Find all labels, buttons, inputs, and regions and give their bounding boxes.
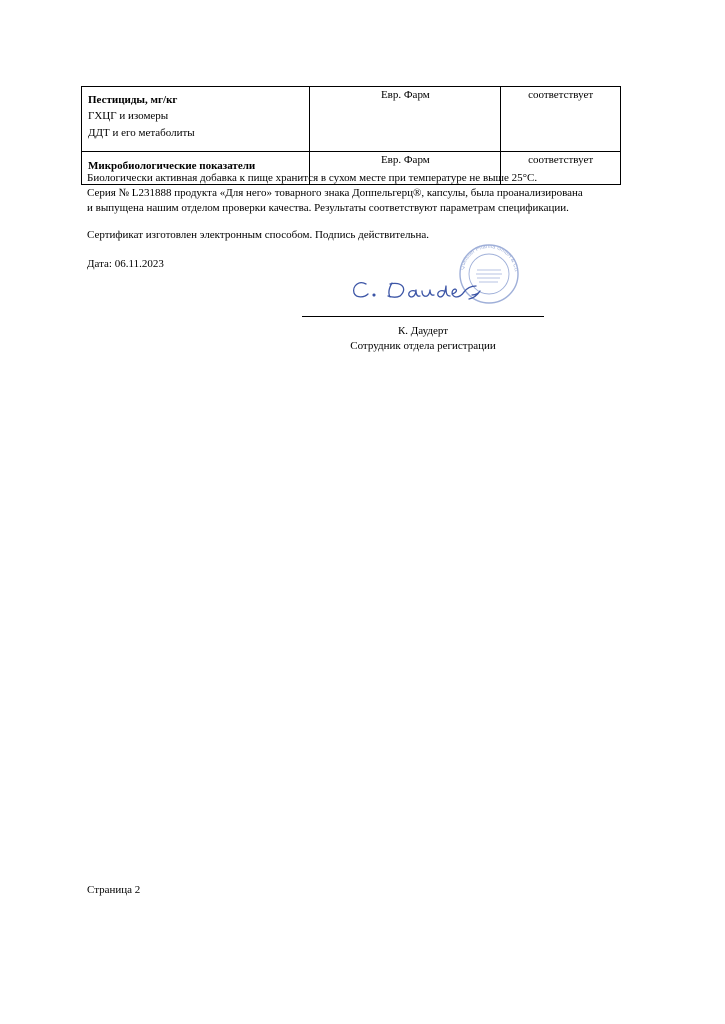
storage-conditions-text: Биологически активная добавка к пище хранится в сухом месте при температуре не выше 25°С. [87, 172, 538, 184]
issue-date: Дата: 06.11.2023 [87, 258, 164, 270]
result-value: соответствует [528, 154, 594, 166]
handwritten-signature [354, 283, 480, 299]
signer-role: Сотрудник отдела регистрации [350, 340, 496, 352]
result-value: соответствует [528, 89, 594, 101]
batch-statement-line-2: и выпущена нашим отделом проверки качества. Результаты соответствуют параметрам спецификации. [87, 202, 569, 214]
electronic-certificate-note: Сертификат изготовлен электронным способом. Подпись действительна. [87, 229, 429, 241]
page-number: Страница 2 [87, 884, 141, 896]
result-cell [501, 87, 621, 152]
signature-stamp-graphic [340, 240, 530, 315]
signature-area [340, 240, 530, 315]
parameter-subitem: ГХЦГ и изомеры [88, 110, 169, 122]
parameter-subitem: ДДТ и его метаболиты [88, 127, 195, 139]
parameter-title: Микробиологические показатели [88, 160, 256, 172]
parameter-cell [82, 87, 310, 152]
table-row [82, 87, 621, 152]
signer-name: К. Даудерт [397, 325, 449, 337]
signature-line [302, 316, 544, 317]
parameter-title: Пестициды, мг/кг [88, 94, 178, 106]
method-cell [310, 87, 501, 152]
method-value: Евр. Фарм [380, 89, 430, 101]
method-value: Евр. Фарм [380, 154, 430, 166]
batch-statement-line-1: Серия № L231888 продукта «Для него» товарного знака Доппельгерц®, капсулы, была проанализирована [87, 187, 583, 199]
svg-text:Queisser Pharma GmbH & Co. KG: Queisser Pharma GmbH & Co. [459, 243, 519, 273]
